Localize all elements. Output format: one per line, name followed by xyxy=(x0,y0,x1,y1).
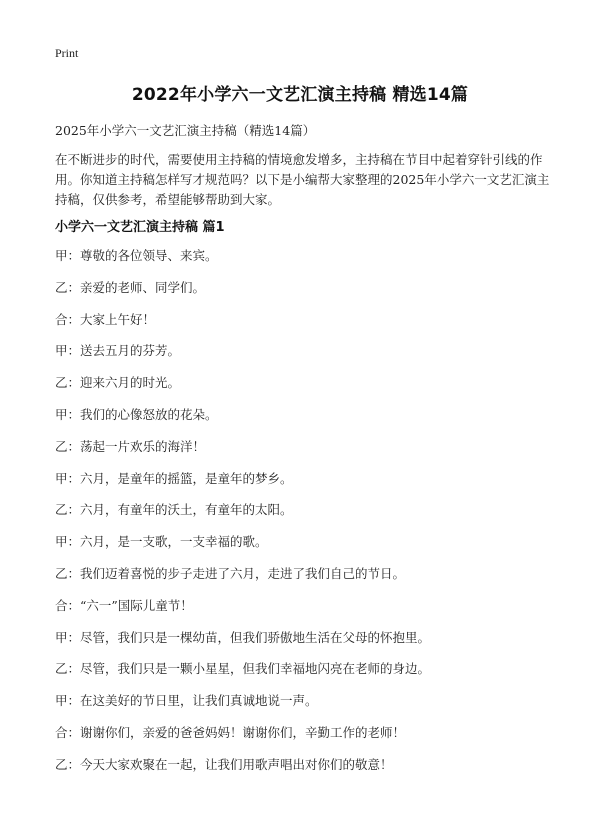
document-subtitle: 2025年小学六一文艺汇演主持稿（精选14篇） xyxy=(55,123,316,138)
script-line: 合：“六一”国际儿童节！ xyxy=(55,597,193,613)
script-line: 甲：尊敬的各位领导、来宾。 xyxy=(55,248,218,263)
page-title: 2022年小学六一文艺汇演主持稿 精选14篇 xyxy=(131,85,469,105)
print-label: Print xyxy=(55,46,79,60)
intro-paragraph: 在不断进步的时代，需要使用主持稿的情境愈发增多，主持稿在节目中起着穿针引线的作用。你知道主持稿怎样写才规范吗？以下是小编帮大家整理的2025年小学六一文艺汇演主持稿，仅供参考，希望能够帮助到大家。 xyxy=(55,152,550,207)
script-line: 乙：迎来六月的时光。 xyxy=(55,375,181,391)
script-line: 甲：我们的心像怒放的花朵。 xyxy=(55,406,218,422)
script-line: 乙：尽管，我们只是一颗小星星，但我们幸福地闪亮在老师的身边。 xyxy=(55,661,431,677)
script-line: 甲：六月，是一支歌，一支幸福的歌。 xyxy=(55,534,268,550)
script-line: 乙：亲爱的老师、同学们。 xyxy=(55,279,206,295)
script-line: 甲：尽管，我们只是一棵幼苗，但我们骄傲地生活在父母的怀抱里。 xyxy=(55,629,431,645)
script-line: 合：谢谢你们，亲爱的爸爸妈妈！谢谢你们，辛勤工作的老师！ xyxy=(55,724,406,740)
script-line: 甲：在这美好的节日里，让我们真诚地说一声。 xyxy=(55,693,318,709)
section-heading: 小学六一文艺汇演主持稿 篇1 xyxy=(55,220,225,235)
script-lines xyxy=(55,246,575,787)
script-line: 乙：荡起一片欢乐的海洋！ xyxy=(55,438,206,454)
script-line: 合：大家上午好！ xyxy=(55,311,156,327)
script-line: 乙：今天大家欢聚在一起，让我们用歌声唱出对你们的敬意！ xyxy=(55,756,393,772)
script-line: 甲：六月，是童年的摇篮，是童年的梦乡。 xyxy=(55,470,293,486)
script-line: 乙：我们迈着喜悦的步子走进了六月，走进了我们自己的节日。 xyxy=(55,565,406,581)
script-line: 甲：送去五月的芬芳。 xyxy=(55,343,181,359)
script-line: 乙：六月，有童年的沃土，有童年的太阳。 xyxy=(55,502,293,518)
